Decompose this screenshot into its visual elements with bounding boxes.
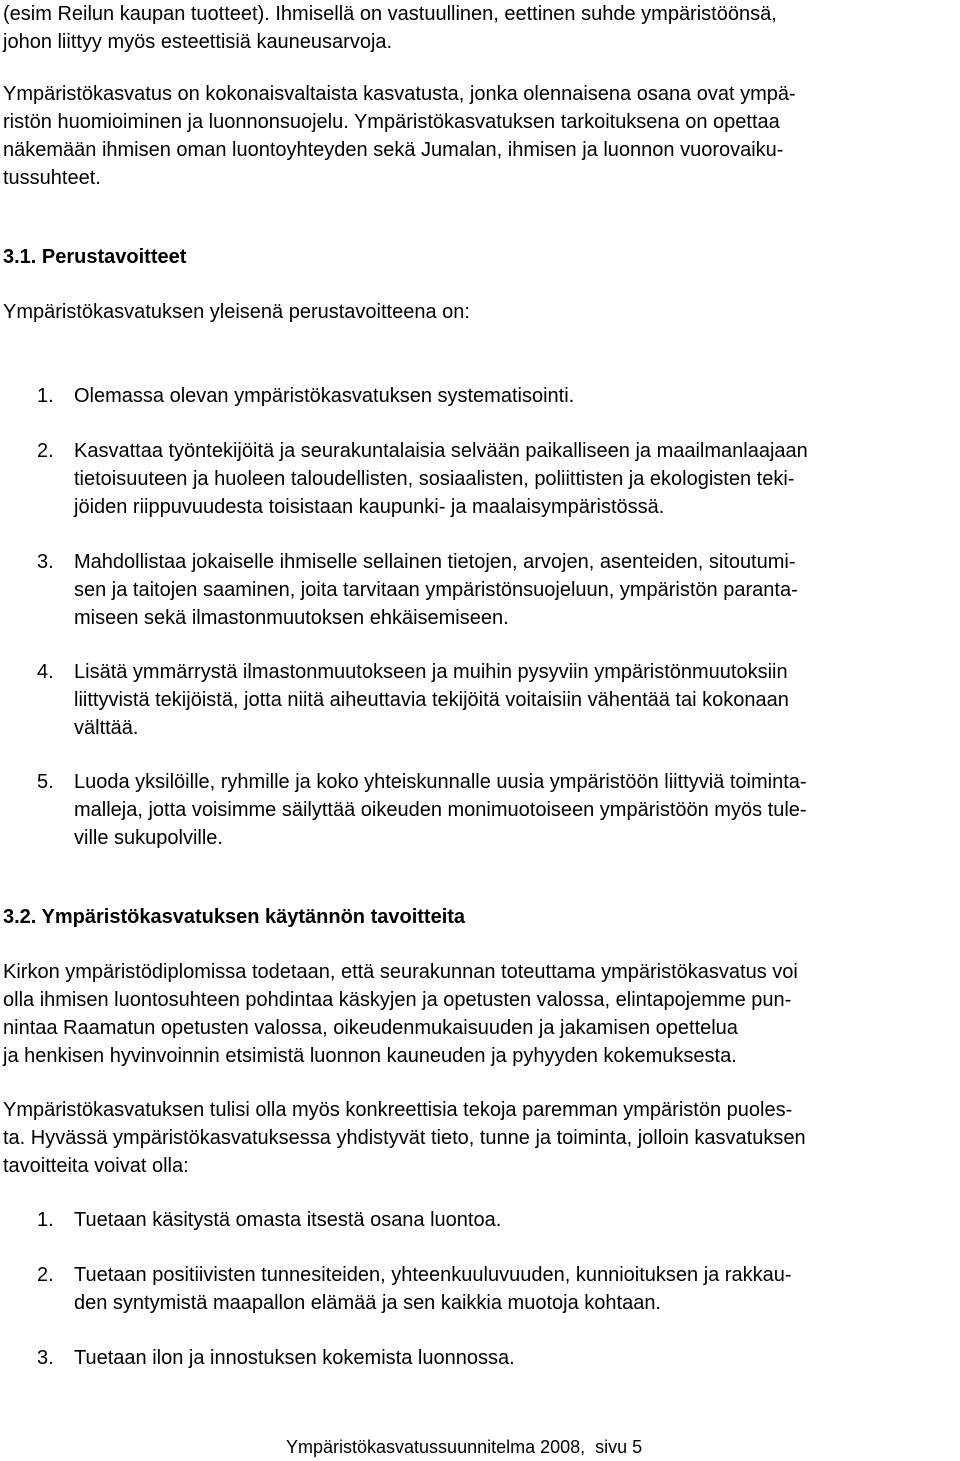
goal-3-line-1: Mahdollistaa jokaiselle ihmiselle sellainen tietojen, arvojen, asenteiden, sitoutumi- <box>74 551 796 573</box>
section1-lead: Ympäristökasvatuksen yleisenä perustavoitteena on: <box>3 301 470 323</box>
goal-3-line-3: miseen sekä ilmastonmuutoksen ehkäisemiseen. <box>74 607 509 629</box>
goal-5-line-3: ville sukupolville. <box>74 827 223 849</box>
paragraph1-line-3: näkemään ihmisen oman luontoyhteyden sekä Jumalan, ihmisen ja luonnon vuorovaiku- <box>3 139 784 161</box>
goal-number-3: 3. <box>37 551 54 573</box>
goal-4-line-1: Lisätä ymmärrystä ilmastonmuutokseen ja muihin pysyviin ympäristönmuutoksiin <box>74 661 788 683</box>
practical-goal-number-2: 2. <box>37 1264 54 1286</box>
goal-number-2: 2. <box>37 440 54 462</box>
section2-para2-line-3: tavoitteita voivat olla: <box>3 1155 189 1177</box>
section2-para2-line-1: Ympäristökasvatuksen tulisi olla myös konkreettisia tekoja paremman ympäristön puoles- <box>3 1099 793 1121</box>
goal-2-line-3: jöiden riippuvuudesta toisistaan kaupunki- ja maalaisympäristössä. <box>74 496 665 518</box>
intro-line-2: johon liittyy myös esteettisiä kauneusarvoja. <box>3 31 393 53</box>
practical-goal-number-3: 3. <box>37 1347 54 1369</box>
section2-para1-line-2: olla ihmisen luontosuhteen pohdintaa käskyjen ja opetusten valossa, elintapojemme pun- <box>3 989 792 1011</box>
section2-para2-line-2: ta. Hyvässä ympäristökasvatuksessa yhdistyvät tieto, tunne ja toiminta, jolloin kasvatuksen <box>3 1127 806 1149</box>
paragraph1-line-4: tussuhteet. <box>3 167 101 189</box>
practical-goal-2-line-1: Tuetaan positiivisten tunnesiteiden, yhteenkuuluvuuden, kunnioituksen ja rakkau- <box>74 1264 792 1286</box>
goal-4-line-3: välttää. <box>74 717 139 739</box>
intro-line-1: (esim Reilun kaupan tuotteet). Ihmisellä on vastuullinen, eettinen suhde ympäristöönsä, <box>3 3 777 25</box>
goal-number-4: 4. <box>37 661 54 683</box>
section2-para1-line-1: Kirkon ympäristödiplomissa todetaan, että seurakunnan toteuttama ympäristökasvatus voi <box>3 961 798 983</box>
practical-goal-number-1: 1. <box>37 1209 54 1231</box>
goal-5-line-1: Luoda yksilöille, ryhmille ja koko yhteiskunnalle uusia ympäristöön liittyviä toiminta- <box>74 771 807 793</box>
section-heading-perustavoitteet: 3.1. Perustavoitteet <box>3 246 187 268</box>
practical-goal-1-line-1: Tuetaan käsitystä omasta itsestä osana luontoa. <box>74 1209 502 1231</box>
goal-5-line-2: malleja, jotta voisimme säilyttää oikeuden monimuotoiseen ympäristöön myös tule- <box>74 799 807 821</box>
goal-3-line-2: sen ja taitojen saaminen, joita tarvitaan ympäristönsuojeluun, ympäristön paranta- <box>74 579 798 601</box>
goal-number-1: 1. <box>37 385 54 407</box>
section2-para1-line-3: nintaa Raamatun opetusten valossa, oikeudenmukaisuuden ja jakamisen opettelua <box>3 1017 738 1039</box>
goal-1-line-1: Olemassa olevan ympäristökasvatuksen systematisointi. <box>74 385 575 407</box>
practical-goal-2-line-2: den syntymistä maapallon elämää ja sen kaikkia muotoja kohtaan. <box>74 1292 661 1314</box>
goal-2-line-2: tietoisuuteen ja huoleen taloudellisten, sosiaalisten, poliittisten ja ekologisten teki- <box>74 468 795 490</box>
page-footer: Ympäristökasvatussuunnitelma 2008, sivu 5 <box>286 1437 643 1457</box>
paragraph1-line-2: ristön huomioiminen ja luonnonsuojelu. Ympäristökasvatuksen tarkoituksena on opettaa <box>3 111 780 133</box>
practical-goal-3-line-1: Tuetaan ilon ja innostuksen kokemista luonnossa. <box>74 1347 515 1369</box>
section-heading-kaytannon-tavoitteita: 3.2. Ympäristökasvatuksen käytännön tavoitteita <box>3 906 466 928</box>
goal-number-5: 5. <box>37 771 54 793</box>
section2-para1-line-4: ja henkisen hyvinvoinnin etsimistä luonnon kauneuden ja pyhyyden kokemuksesta. <box>3 1045 737 1067</box>
goal-2-line-1: Kasvattaa työntekijöitä ja seurakuntalaisia selvään paikalliseen ja maailmanlaajaan <box>74 440 808 462</box>
goal-4-line-2: liittyvistä tekijöistä, jotta niitä aiheuttavia tekijöitä voitaisiin vähentää tai kokonaan <box>74 689 789 711</box>
paragraph1-line-1: Ympäristökasvatus on kokonaisvaltaista kasvatusta, jonka olennaisena osana ovat ympä- <box>3 83 796 105</box>
